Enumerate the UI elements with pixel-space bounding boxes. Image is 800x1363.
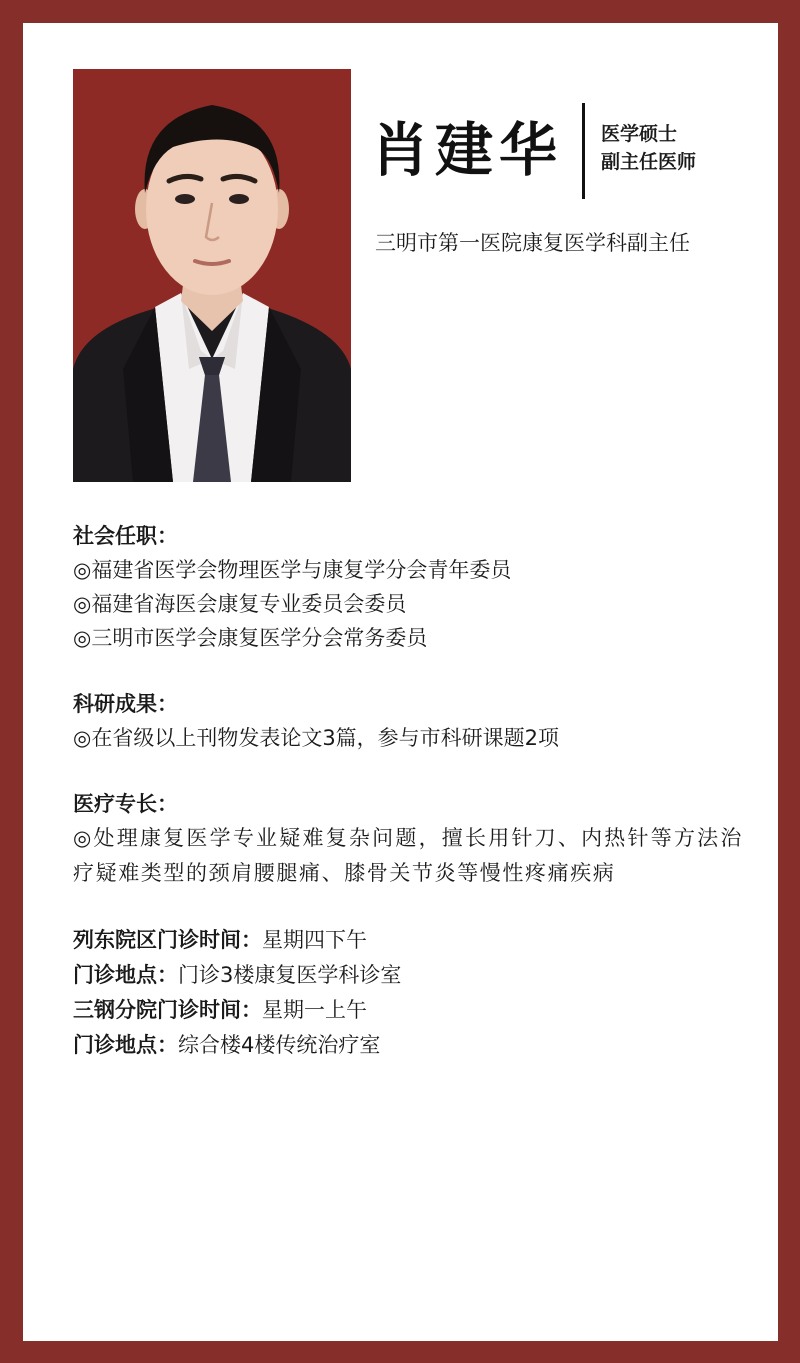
expertise-section (73, 787, 743, 891)
social-section (73, 519, 743, 655)
portrait-illustration (73, 69, 351, 482)
social-heading: 社会任职： (73, 524, 178, 548)
clinic-value: 综合楼4楼传统治疗室 (178, 1033, 381, 1057)
clinic-section (73, 923, 743, 1063)
profile-content (73, 519, 743, 1095)
rank-label: 副主任医师 (601, 151, 697, 173)
degree-label: 医学硕士 (601, 123, 678, 145)
doctor-name: 肖建华 (371, 116, 564, 184)
doctor-position: 三明市第一医院康复医学科副主任 (375, 231, 690, 255)
clinic-label: 门诊地点： (73, 1033, 178, 1057)
name-divider (582, 103, 585, 199)
list-item: ◎福建省医学会物理医学与康复学分会青年委员 (73, 558, 512, 582)
list-item: ◎三明市医学会康复医学分会常务委员 (73, 626, 428, 650)
profile-card (23, 23, 778, 1341)
expertise-heading: 医疗专长： (73, 792, 178, 816)
list-item: ◎福建省海医会康复专业委员会委员 (73, 592, 407, 616)
expertise-text: ◎处理康复医学专业疑难复杂问题，擅长用针刀、内热针等方法治疗疑难类型的颈肩腰腿痛、膝骨关节炎等慢性疼痛疾病 (73, 826, 743, 885)
clinic-row (73, 1028, 743, 1063)
clinic-label: 门诊地点： (73, 963, 178, 987)
doctor-photo (73, 69, 351, 482)
clinic-value: 星期一上午 (262, 998, 367, 1022)
clinic-value: 门诊3楼康复医学科诊室 (178, 963, 402, 987)
clinic-row (73, 993, 743, 1028)
research-heading: 科研成果： (73, 692, 178, 716)
list-item: ◎在省级以上刊物发表论文3篇，参与市科研课题2项 (73, 726, 560, 750)
clinic-value: 星期四下午 (262, 928, 367, 952)
clinic-label: 三钢分院门诊时间： (73, 998, 262, 1022)
clinic-row (73, 923, 743, 958)
research-section (73, 687, 743, 755)
clinic-row (73, 958, 743, 993)
clinic-label: 列东院区门诊时间： (73, 928, 262, 952)
doctor-titles (601, 120, 696, 176)
